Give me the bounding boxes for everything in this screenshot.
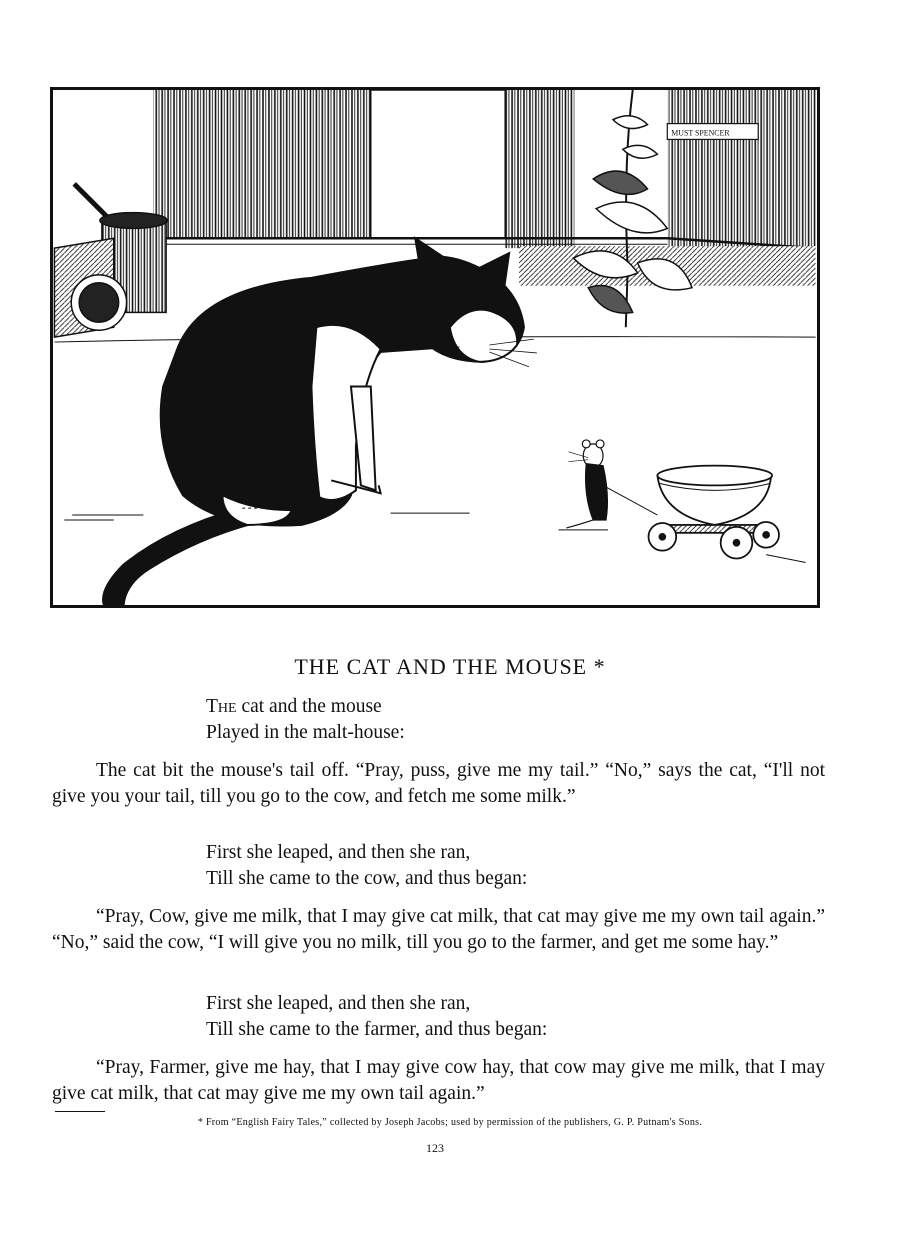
verse-2-line-1: First she leaped, and then she ran, xyxy=(206,842,471,863)
cart-with-bowl xyxy=(649,466,779,559)
verse-1-line-1 xyxy=(206,694,405,720)
footnote-rule xyxy=(55,1111,105,1112)
illustration-cat-and-mouse xyxy=(50,87,820,608)
verse-1-line-1-rest: cat and the mouse xyxy=(236,696,382,717)
drop-word: The xyxy=(206,696,237,717)
wall-sign xyxy=(667,124,758,140)
wall-sign-text: MUST SPENCER xyxy=(671,128,730,138)
verse-1 xyxy=(206,694,405,746)
verse-2-line-2: Till she came to the cow, and thus began: xyxy=(206,868,528,889)
story-title xyxy=(0,654,900,680)
verse-2 xyxy=(206,840,527,892)
background-wall xyxy=(153,90,815,286)
verse-3-line-1: First she leaped, and then she ran, xyxy=(206,993,471,1014)
story-title-text: THE CAT AND THE MOUSE xyxy=(294,654,588,679)
bucket-and-broom xyxy=(54,184,167,337)
verse-3-line-2: Till she came to the farmer, and thus began: xyxy=(206,1019,548,1040)
cat xyxy=(103,238,537,605)
footnote: * From “English Fairy Tales,” collected by Joseph Jacobs; used by permission of the publishers, G. P. Putnam's Sons. xyxy=(197,1117,703,1128)
verse-3 xyxy=(206,991,547,1043)
paragraph-2: “Pray, Cow, give me milk, that I may give cat milk, that cat may give me my own tail again.” “No,” said the cow, “I will give you no milk, till you go to the farmer, and get me some hay.” xyxy=(52,906,825,953)
illustration-drawing xyxy=(53,90,817,605)
verse-1-line-2: Played in the malt-house: xyxy=(206,722,405,743)
paragraph-3: “Pray, Farmer, give me hay, that I may give cow hay, that cow may give me milk, that I may give cat milk, that cat may give me my own tail again.” xyxy=(52,1057,825,1104)
page-number: 123 xyxy=(426,1141,444,1155)
footnote-marker: * xyxy=(593,654,606,679)
paragraph-1: The cat bit the mouse's tail off. “Pray, puss, give me my tail.” “No,” says the cat, “I'll not give you your tail, till you go to the cow, and fetch me some milk.” xyxy=(52,760,825,807)
mouse xyxy=(566,440,657,528)
